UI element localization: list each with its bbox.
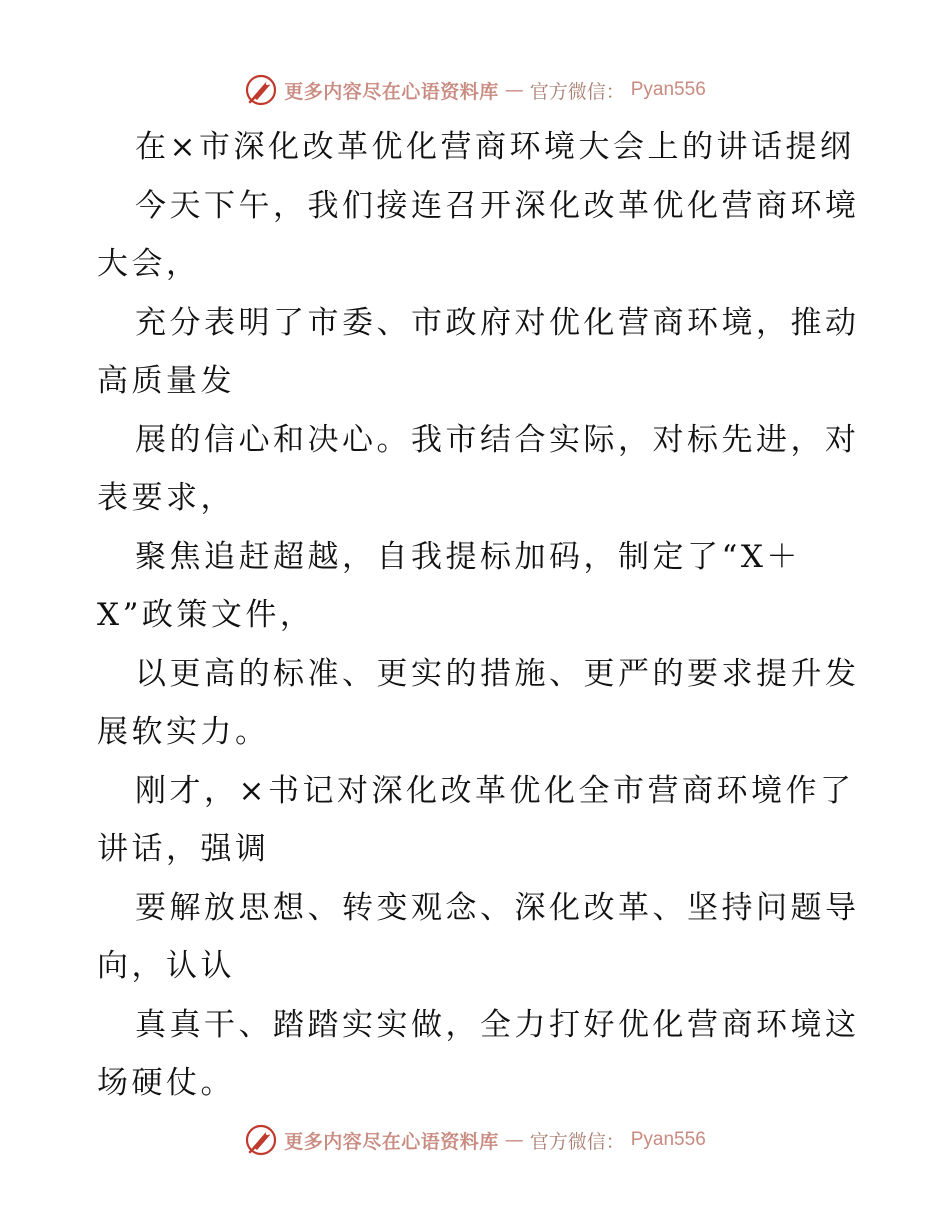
document-text-line: 展软实力。	[97, 714, 270, 750]
document-text-line: X”政策文件，	[97, 597, 315, 633]
document-text-line: 刚才，×书记对深化改革优化全市营商环境作了	[135, 772, 855, 809]
document-text-line: 展的信心和决心。我市结合实际，对标先进，对	[135, 421, 860, 458]
document-text-line: 以更高的标准、更实的措施、更严的要求提升发	[135, 655, 860, 692]
watermark-official-label: 官方微信：	[529, 1130, 625, 1153]
document-text-line: 聚焦追赶超越，自我提标加码，制定了“X＋	[135, 538, 801, 575]
document-title-line: 在×市深化改革优化营商环境大会上的讲话提纲	[135, 129, 855, 165]
document-text-line: 向，认认	[97, 948, 235, 984]
document-text-line: 真真干、踏踏实实做，全力打好优化营商环境这	[135, 1006, 860, 1043]
document-body	[97, 118, 860, 1113]
watermark-slogan: 更多内容尽在心语资料库	[284, 80, 499, 103]
document-text-line: 表要求，	[97, 480, 235, 516]
pen-seal-icon	[244, 1123, 278, 1157]
document-text-line: 讲话，强调	[97, 831, 270, 867]
footer-watermark	[0, 1120, 950, 1160]
document-text-line: 今天下午，我们接连召开深化改革优化营商环境	[135, 187, 860, 224]
header-watermark	[0, 70, 950, 110]
watermark-wechat-id: Pyan556	[630, 1129, 706, 1150]
watermark-wechat-id: Pyan556	[630, 79, 706, 100]
watermark-official-label: 官方微信：	[529, 80, 625, 103]
document-text-line: 要解放思想、转变观念、深化改革、坚持问题导	[135, 889, 860, 926]
document-text-line: 高质量发	[97, 363, 235, 399]
watermark-dash: —	[504, 79, 524, 101]
document-text-line: 场硬仗。	[97, 1065, 235, 1101]
pen-seal-icon	[244, 73, 278, 107]
watermark-dash: —	[504, 1129, 524, 1151]
document-text-line: 充分表明了市委、市政府对优化营商环境，推动	[135, 304, 860, 341]
document-text-line: 大会，	[97, 246, 201, 282]
watermark-slogan: 更多内容尽在心语资料库	[284, 1130, 499, 1153]
